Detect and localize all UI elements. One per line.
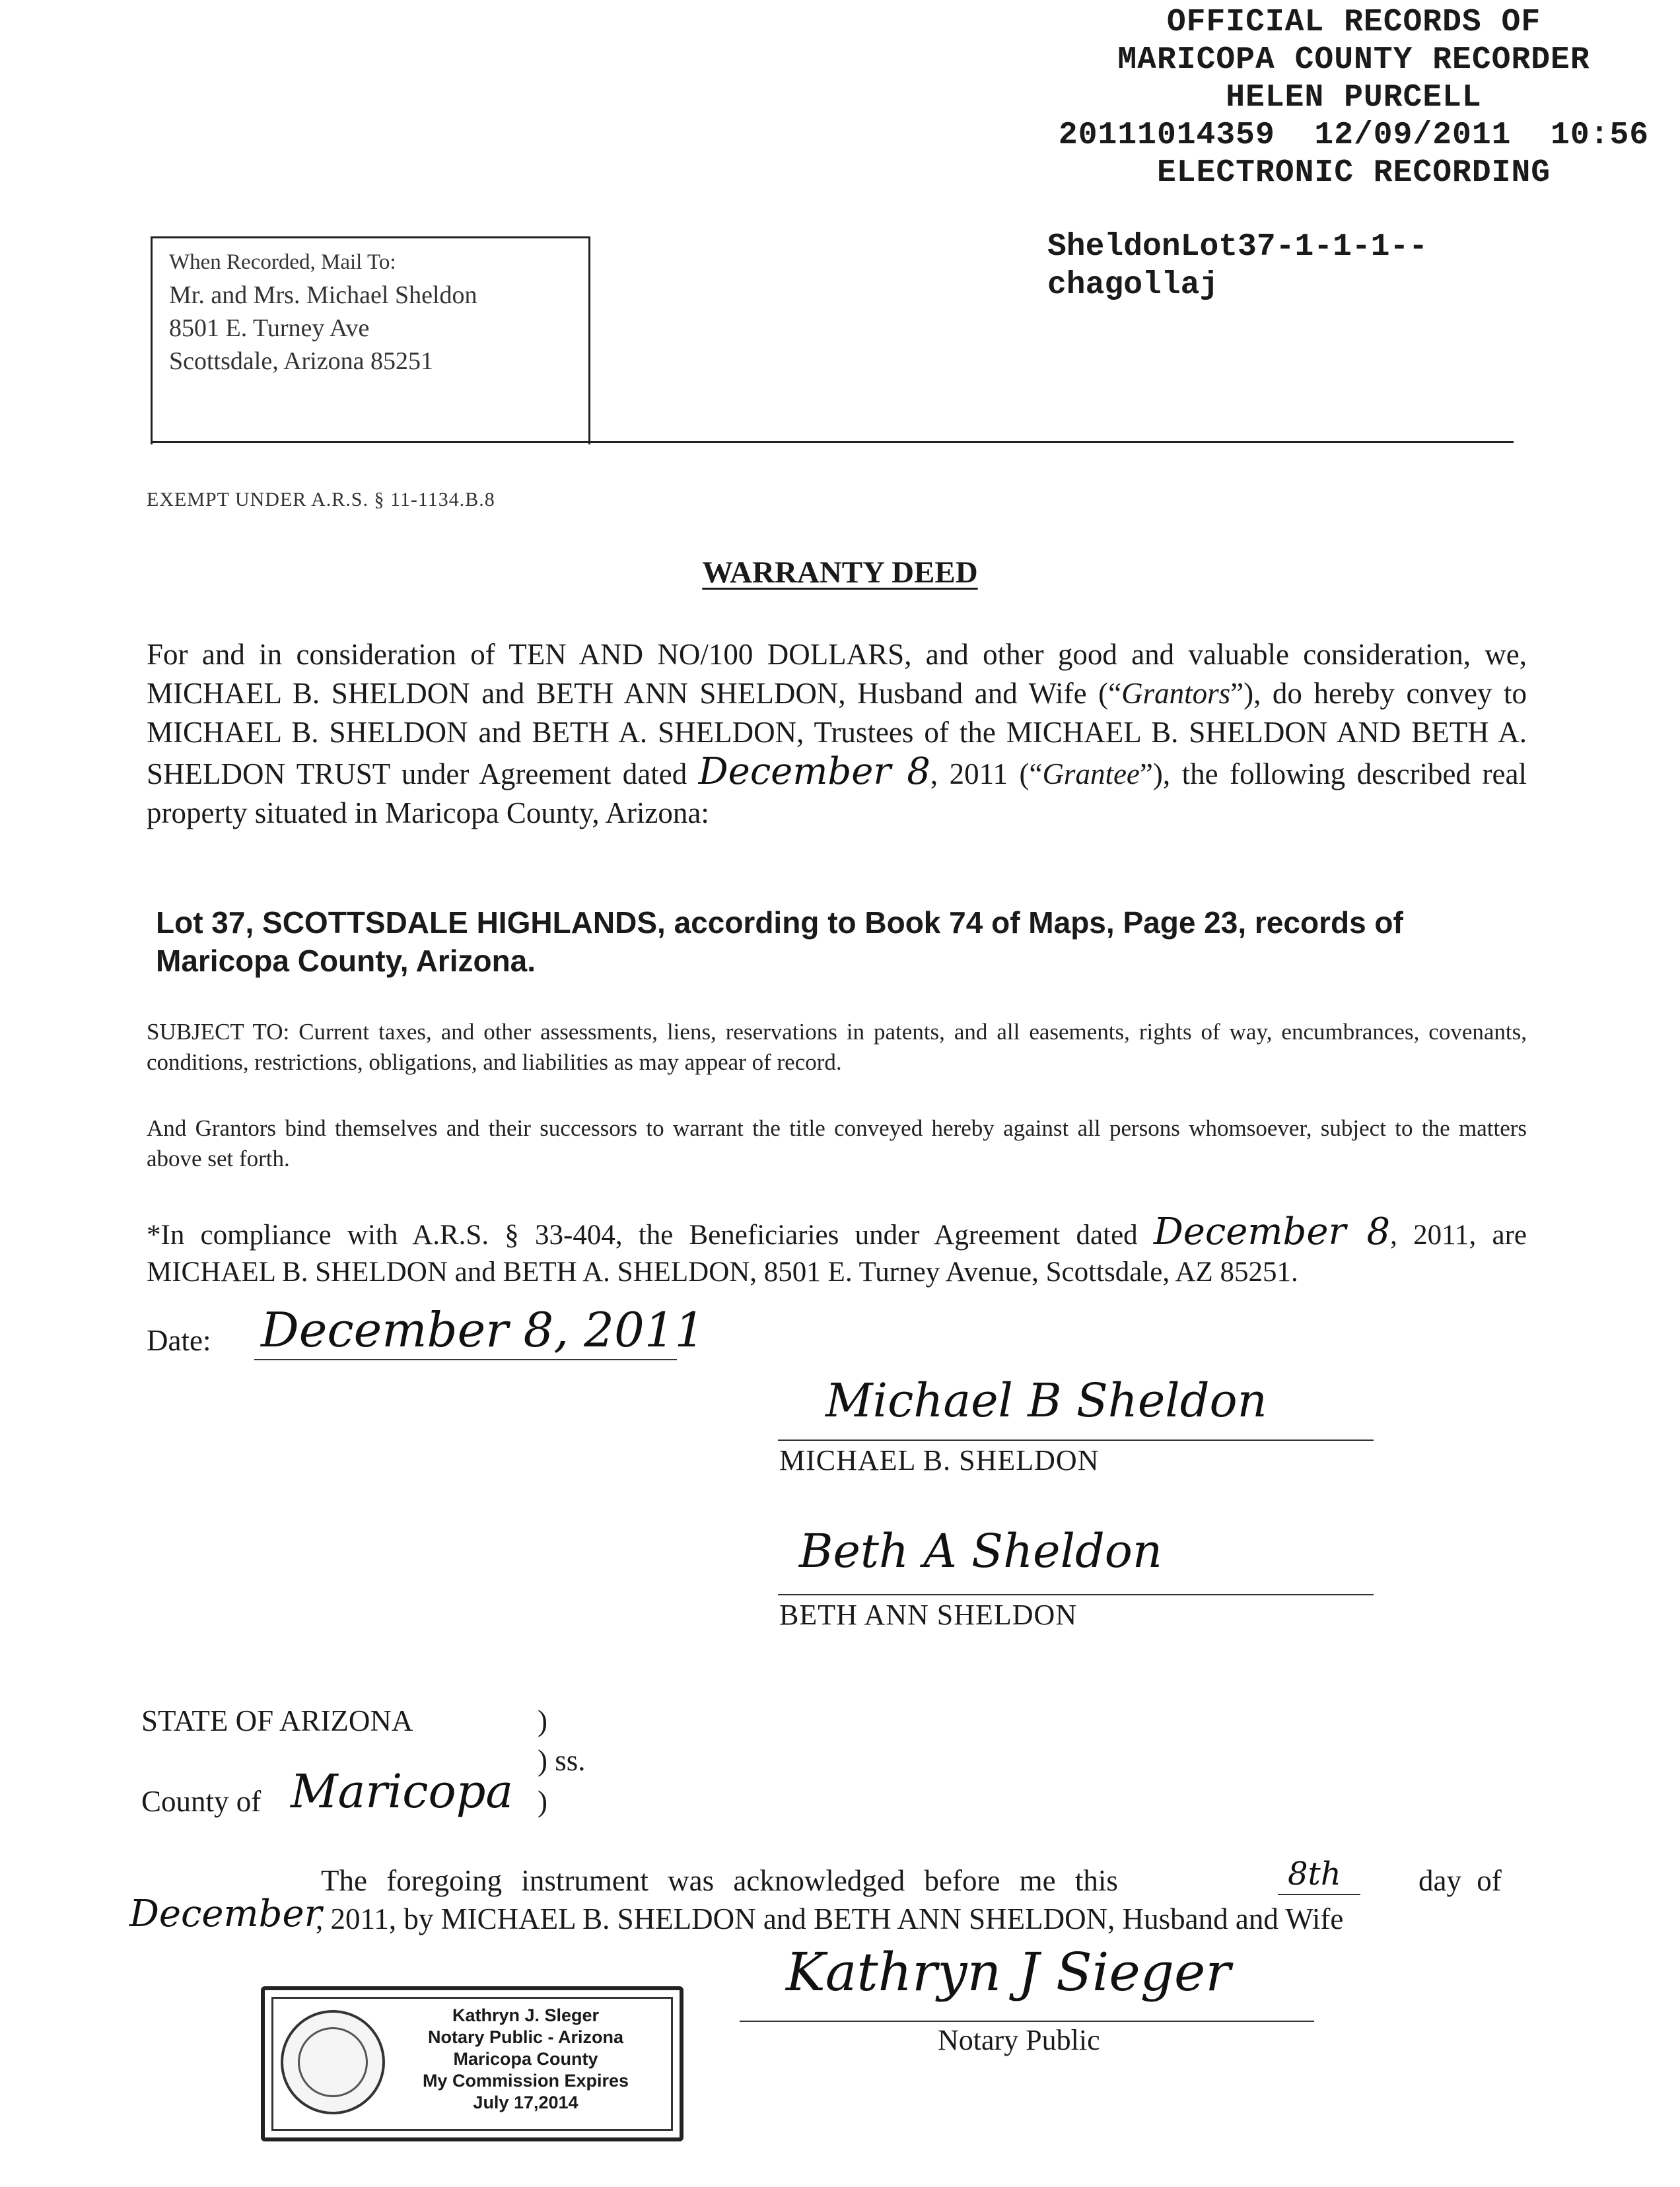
consideration-text: ”), do hereby convey to MICHAEL B. SHELDON and BETH A. SHELDON, Trustees of the MICHAEL B. SHELDON AND BETH A. SHELDON TRUST under Agreement dated bbox=[147, 677, 1527, 790]
handwritten-month: December bbox=[129, 1892, 322, 1935]
notary-stamp-title: Notary Public - Arizona bbox=[427, 2027, 624, 2047]
handwritten-day: 8th bbox=[1288, 1856, 1341, 1892]
signature-michael: Michael B Sheldon bbox=[825, 1373, 1267, 1428]
notary-stamp-text bbox=[390, 2005, 661, 2114]
notary-label: Notary Public bbox=[938, 2024, 1100, 2056]
exempt-note: EXEMPT UNDER A.R.S. § 11-1134.B.8 bbox=[147, 489, 495, 510]
recorder-header-line: MARICOPA COUNTY RECORDER bbox=[1117, 42, 1590, 78]
document-title-text: WARRANTY DEED bbox=[702, 555, 978, 590]
subject-to-clause: SUBJECT TO: Current taxes, and other assessments, liens, reservations in patents, and all easements, rights of way, encumbrances, covenants, conditions, restrictions, obligations, and liabilities as may appear of record. bbox=[147, 1019, 1527, 1075]
header-divider bbox=[151, 441, 1514, 443]
signer-name-michael: MICHAEL B. SHELDON bbox=[779, 1444, 1100, 1476]
grantee-term: Grantee bbox=[1042, 757, 1140, 790]
mail-to-street: 8501 E. Turney Ave bbox=[169, 314, 370, 342]
day-blank-line bbox=[1278, 1894, 1360, 1895]
notary-stamp-expires-label: My Commission Expires bbox=[422, 2071, 629, 2091]
signature-line bbox=[778, 1594, 1374, 1595]
consideration-text: For and in consideration of TEN AND NO/100 DOLLARS, and other good and valuable consideration, we, MICHAEL B. SHELDON and BETH ANN SHELDON, Husband and Wife (“ bbox=[147, 638, 1527, 710]
state-seal-icon bbox=[281, 2010, 385, 2114]
handwritten-agreement-date: December 8 bbox=[698, 750, 930, 793]
warranty-clause: And Grantors bind themselves and their successors to warrant the title conveyed hereby against all persons whomsoever, subject to the matters above set forth. bbox=[147, 1115, 1527, 1171]
notary-stamp bbox=[261, 1986, 683, 2141]
notary-stamp-county: Maricopa County bbox=[453, 2049, 598, 2069]
handwritten-beneficiary-date: December 8 bbox=[1153, 1210, 1391, 1253]
signature-beth: Beth A Sheldon bbox=[799, 1524, 1163, 1578]
recorder-header bbox=[1030, 4, 1677, 192]
venue-bracket: ) bbox=[538, 1785, 547, 1818]
notary-stamp-expires-date: July 17,2014 bbox=[473, 2093, 578, 2112]
recording-reference bbox=[1047, 228, 1428, 304]
mail-to-city: Scottsdale, Arizona 85251 bbox=[169, 347, 433, 375]
mail-to-caption: When Recorded, Mail To: bbox=[169, 250, 396, 274]
recording-reference-line: chagollaj bbox=[1047, 267, 1219, 303]
legal-description: Lot 37, SCOTTSDALE HIGHLANDS, according to Book 74 of Maps, Page 23, records of Maricopa County, Arizona. bbox=[156, 905, 1403, 978]
compliance-text: , 2011, are MICHAEL B. SHELDON and BETH A. SHELDON, 8501 E. Turney Avenue, Scottsdale, AZ 85251. bbox=[147, 1220, 1527, 1288]
document-title bbox=[0, 555, 1680, 590]
date-label: Date: bbox=[147, 1324, 211, 1357]
recorder-header-line: HELEN PURCELL bbox=[1226, 80, 1482, 116]
recorder-header-line: OFFICIAL RECORDS OF bbox=[1166, 5, 1541, 40]
acknowledgment-text: The foregoing instrument was acknowledged before me this bbox=[321, 1864, 1118, 1897]
mail-to-name: Mr. and Mrs. Michael Sheldon bbox=[169, 281, 477, 309]
venue-ss: ) ss. bbox=[538, 1744, 586, 1777]
acknowledgment-text: day of bbox=[1418, 1864, 1502, 1897]
notary-signature: Kathryn J Sieger bbox=[786, 1941, 1231, 2003]
date-signature-line bbox=[254, 1359, 677, 1360]
consideration-paragraph bbox=[147, 635, 1527, 833]
notary-signature-line bbox=[740, 2021, 1314, 2022]
signature-line bbox=[778, 1440, 1374, 1441]
mail-to-address bbox=[169, 246, 477, 378]
county-label: County of bbox=[141, 1785, 262, 1818]
recorder-header-line: ELECTRONIC RECORDING bbox=[1156, 155, 1551, 191]
consideration-text: ”), the following described real property situated in Maricopa County, Arizona: bbox=[147, 757, 1527, 829]
handwritten-deed-date: December 8, 2011 bbox=[261, 1302, 705, 1358]
signer-name-beth: BETH ANN SHELDON bbox=[779, 1599, 1078, 1631]
consideration-text: , 2011 (“ bbox=[930, 757, 1043, 790]
grantors-term: Grantors bbox=[1121, 677, 1231, 710]
venue-state: STATE OF ARIZONA bbox=[141, 1704, 413, 1737]
venue-bracket: ) bbox=[538, 1704, 547, 1737]
handwritten-county: Maricopa bbox=[291, 1764, 514, 1819]
compliance-paragraph bbox=[147, 1210, 1527, 1291]
recording-reference-line: SheldonLot37-1-1-1-- bbox=[1047, 229, 1428, 265]
notary-stamp-name: Kathryn J. Sleger bbox=[452, 2005, 600, 2025]
acknowledgment-text: , 2011, by MICHAEL B. SHELDON and BETH ANN SHELDON, Husband and Wife bbox=[316, 1902, 1344, 1935]
compliance-text: *In compliance with A.R.S. § 33-404, the Beneficiaries under Agreement dated bbox=[147, 1220, 1154, 1251]
recording-number-line: 20111014359 12/09/2011 10:56 bbox=[1058, 118, 1650, 153]
